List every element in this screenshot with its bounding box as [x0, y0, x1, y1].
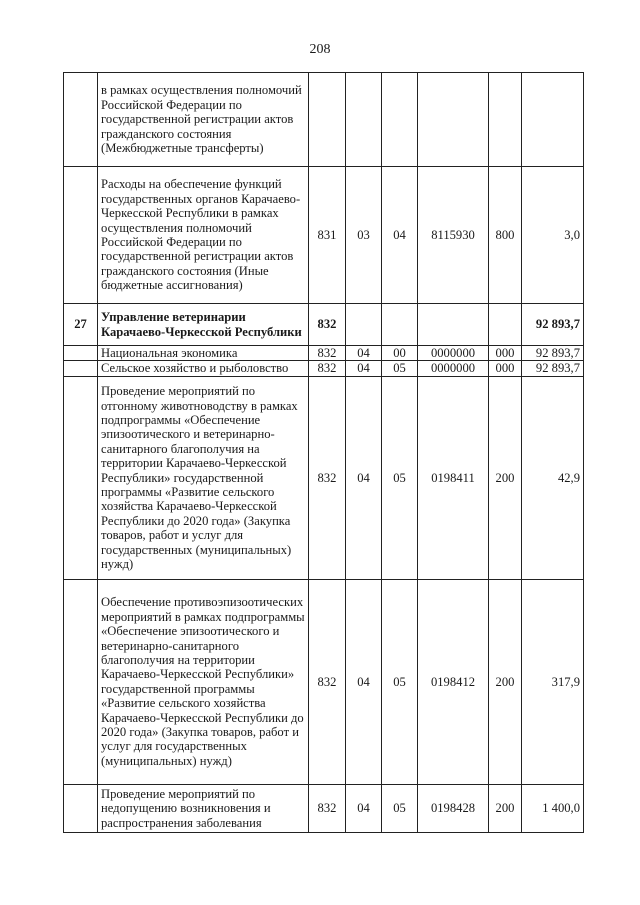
expense-type-cell: 200	[489, 579, 522, 784]
target-article-cell: 0000000	[418, 361, 489, 376]
subsection-code-cell: 00	[382, 346, 418, 361]
row-number-cell	[64, 784, 98, 832]
expense-type-cell: 000	[489, 346, 522, 361]
section-code-cell: 04	[346, 784, 382, 832]
ministry-code-cell: 832	[309, 361, 346, 376]
target-article-cell: 0000000	[418, 346, 489, 361]
budget-table-body	[64, 73, 584, 833]
amount-cell: 92 893,7	[522, 361, 584, 376]
target-article-cell: 0198428	[418, 784, 489, 832]
description-cell: в рамках осуществления полномочий Российской Федерации по государственной регистрации актов гражданского состояния (Межбюджетные трансферты)	[98, 73, 309, 167]
ministry-code-cell: 832	[309, 784, 346, 832]
amount-cell	[522, 73, 584, 167]
description-cell: Проведение мероприятий по недопущению возникновения и распространения заболевания	[98, 784, 309, 832]
row-number-cell	[64, 579, 98, 784]
page-number: 208	[309, 42, 331, 57]
description-cell: Расходы на обеспечение функций государственных органов Карачаево-Черкесской Республики в рамках осуществления полномочий Российской Федерации по государственной регистрации актов гражданского состояния (Иные бюджетные ассигнования)	[98, 167, 309, 304]
expense-type-cell: 000	[489, 361, 522, 376]
ministry-code-cell	[309, 73, 346, 167]
target-article-cell	[418, 304, 489, 346]
row-number-cell	[64, 346, 98, 361]
amount-cell: 42,9	[522, 376, 584, 579]
amount-cell: 3,0	[522, 167, 584, 304]
row-number-cell	[64, 167, 98, 304]
row-number-cell	[64, 361, 98, 376]
subsection-code-cell: 05	[382, 361, 418, 376]
expense-type-cell: 800	[489, 167, 522, 304]
expense-type-cell: 200	[489, 376, 522, 579]
table-row	[64, 304, 584, 346]
row-number-cell	[64, 73, 98, 167]
subsection-code-cell: 05	[382, 376, 418, 579]
expense-type-cell: 200	[489, 784, 522, 832]
budget-table	[63, 72, 584, 833]
ministry-code-cell: 832	[309, 376, 346, 579]
target-article-cell: 0198411	[418, 376, 489, 579]
amount-cell: 1 400,0	[522, 784, 584, 832]
table-row	[64, 376, 584, 579]
expense-type-cell	[489, 304, 522, 346]
table-row	[64, 784, 584, 832]
table-row	[64, 167, 584, 304]
section-code-cell: 04	[346, 361, 382, 376]
ministry-code-cell: 832	[309, 579, 346, 784]
table-row	[64, 579, 584, 784]
target-article-cell: 8115930	[418, 167, 489, 304]
subsection-code-cell: 05	[382, 784, 418, 832]
description-cell: Сельское хозяйство и рыболовство	[98, 361, 309, 376]
description-cell: Проведение мероприятий по отгонному животноводству в рамках подпрограммы «Обеспечение эпизоотического и ветеринарно-санитарного благополучия на территории Карачаево-Черкесской Республики» государственной программы «Развитие сельского хозяйства Карачаево-Черкесской Республики до 2020 года» (Закупка товаров, работ и услуг для государственных (муниципальных) нужд)	[98, 376, 309, 579]
description-cell: Обеспечение противоэпизоотических мероприятий в рамках подпрограммы «Обеспечение эпизоотического и ветеринарно-санитарного благополучия на территории Карачаево-Черкесской Республики» государственной программы «Развитие сельского хозяйства Карачаево-Черкесской Республики до 2020 года» (Закупка товаров, работ и услуг для государственных (муниципальных) нужд)	[98, 579, 309, 784]
section-code-cell	[346, 304, 382, 346]
section-code-cell: 04	[346, 346, 382, 361]
section-code-cell	[346, 73, 382, 167]
target-article-cell: 0198412	[418, 579, 489, 784]
amount-cell: 92 893,7	[522, 304, 584, 346]
subsection-code-cell: 04	[382, 167, 418, 304]
subsection-code-cell: 05	[382, 579, 418, 784]
ministry-code-cell: 832	[309, 304, 346, 346]
amount-cell: 92 893,7	[522, 346, 584, 361]
target-article-cell	[418, 73, 489, 167]
description-cell: Национальная экономика	[98, 346, 309, 361]
section-code-cell: 03	[346, 167, 382, 304]
table-row	[64, 346, 584, 361]
ministry-code-cell: 832	[309, 346, 346, 361]
table-row	[64, 73, 584, 167]
ministry-code-cell: 831	[309, 167, 346, 304]
amount-cell: 317,9	[522, 579, 584, 784]
subsection-code-cell	[382, 73, 418, 167]
description-cell: Управление ветеринарии Карачаево-Черкесской Республики	[98, 304, 309, 346]
expense-type-cell	[489, 73, 522, 167]
subsection-code-cell	[382, 304, 418, 346]
table-row	[64, 361, 584, 376]
row-number-cell: 27	[64, 304, 98, 346]
section-code-cell: 04	[346, 376, 382, 579]
row-number-cell	[64, 376, 98, 579]
section-code-cell: 04	[346, 579, 382, 784]
